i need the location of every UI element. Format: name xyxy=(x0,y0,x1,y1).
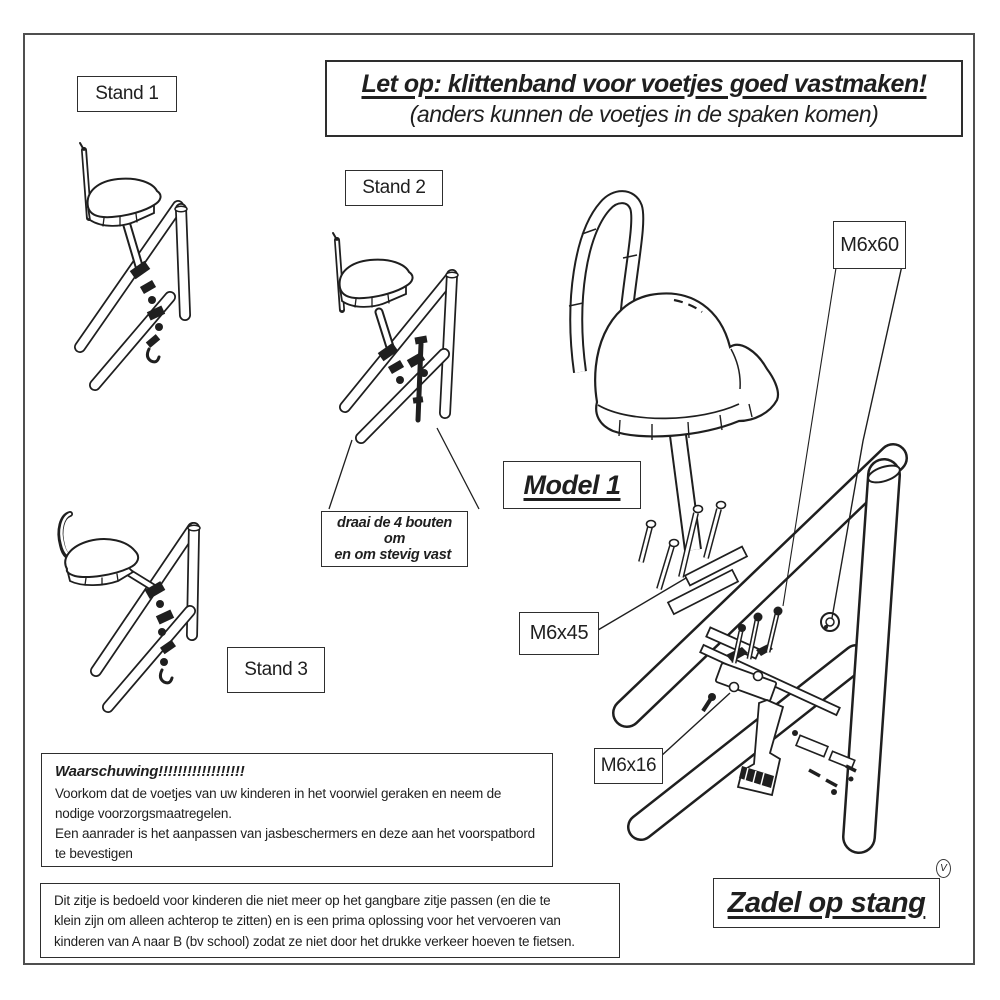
info-box xyxy=(40,883,620,958)
callout-stand2: Stand 2 xyxy=(345,170,443,206)
callout-stand3: Stand 3 xyxy=(227,647,325,693)
warning-line: nodige voorzorgsmaatregelen. xyxy=(55,805,232,821)
warning-line: Een aanrader is het aanpassen van jasbeschermers en deze aan het voorspatbord xyxy=(55,826,535,841)
warning-title: Waarschuwing!!!!!!!!!!!!!!!!!! xyxy=(55,763,245,780)
warning-box xyxy=(41,753,553,867)
note-tighten-bolts xyxy=(321,511,468,567)
stand2-drawing xyxy=(329,233,479,509)
note-line1: draai de 4 bouten om xyxy=(337,515,452,547)
stand1-drawing xyxy=(80,143,187,385)
callout-model1: Model 1 xyxy=(503,461,641,509)
warning-line: te bevestigen xyxy=(55,846,133,862)
info-line: Dit zitje is bedoeld voor kinderen die niet meer op het gangbare zitje passen (en die te xyxy=(54,893,551,908)
version-mark: V xyxy=(936,859,951,878)
footer-title: Zadel op stang xyxy=(713,878,940,928)
top-warning-banner xyxy=(325,60,963,137)
model1-seat-drawing xyxy=(569,197,778,614)
callout-m6x16: M6x16 xyxy=(594,748,663,784)
banner-title: Let op: klittenband voor voetjes goed vastmaken! xyxy=(361,69,927,98)
info-line: klein zijn om alleen achterop te zitten) en is een prima oplossing voor het vervoeren van xyxy=(54,913,561,929)
note-line2: en om stevig vast xyxy=(334,547,451,563)
stand3-drawing xyxy=(60,514,200,707)
callout-m6x60: M6x60 xyxy=(833,221,906,269)
banner-subtitle: (anders kunnen de voetjes in de spaken komen) xyxy=(409,100,879,127)
info-line: kinderen van A naar B (bv school) zodat ze niet door het drukke verkeer hoeven te fietsen. xyxy=(54,933,575,949)
callout-stand1: Stand 1 xyxy=(77,76,177,112)
warning-line: Voorkom dat de voetjes van uw kinderen in het voorwiel geraken en neem de xyxy=(55,785,502,801)
callout-m6x45: M6x45 xyxy=(519,612,599,655)
